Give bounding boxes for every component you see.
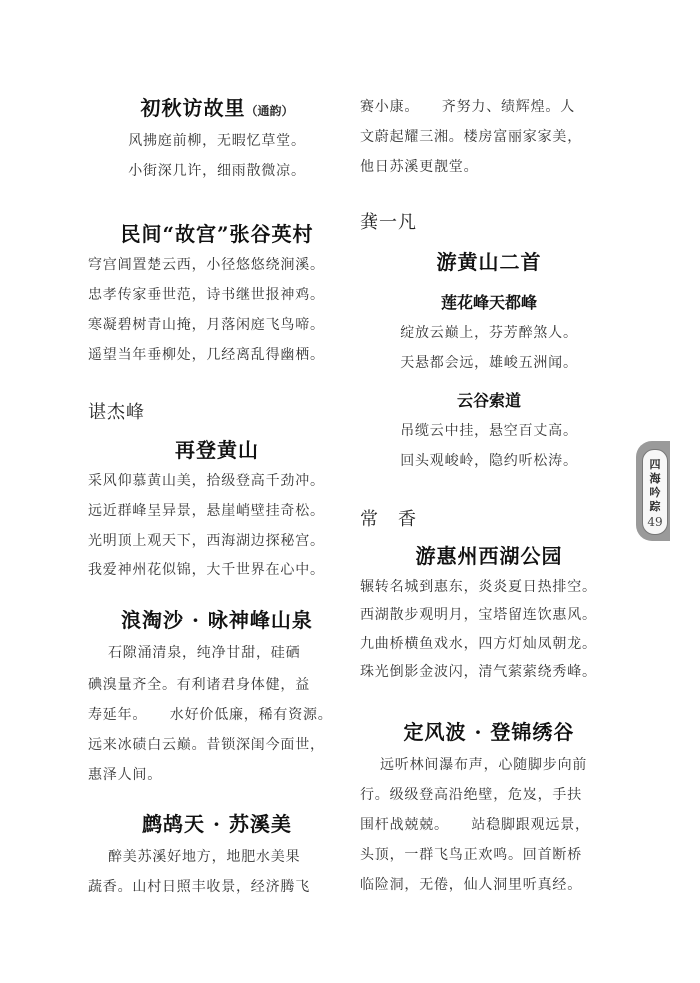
poem-line: 回头观峻岭，隐约听松涛。 (400, 453, 578, 469)
poem-line: 我爱神州花似锦，大千世界在心中。 (88, 562, 325, 578)
poem-line: 小街深几许，细雨散微凉。 (128, 163, 306, 179)
poem-line: 石隙涌清泉，纯净甘甜，硅硒 (108, 645, 301, 661)
page-number: 49 (647, 515, 663, 529)
poem-line: 远近群峰呈异景，悬崖峭壁挂奇松。 (88, 503, 325, 519)
poem-title-langtaosha: 浪淘沙 · 咏神峰山泉 (121, 608, 313, 632)
poem-line: 忠孝传家垂世范，诗书继世报神鸡。 (88, 287, 325, 303)
poem-line: 光明顶上观天下，西海湖边探秘宫。 (88, 533, 325, 549)
author-name: 龚一凡 (360, 212, 417, 233)
poem-title-chuqiu: 初秋访故里（通韵） (140, 96, 294, 120)
poem-line: 遥望当年垂柳处，几经离乱得幽栖。 (88, 347, 325, 363)
poem-line: 九曲桥横鱼戏水，四方灯灿凤朝龙。 (360, 636, 597, 652)
poem-title-dingfengbo: 定风波 · 登锦绣谷 (403, 720, 575, 744)
poem-line: 采风仰慕黄山美，拾级登高千劲冲。 (88, 473, 325, 489)
section-char: 吟 (649, 486, 661, 499)
poem-line: 西湖散步观明月，宝塔留连饮惠风。 (360, 607, 597, 623)
poem-line: 远来冰碛白云巅。昔锁深闺今面世， (88, 737, 325, 753)
section-char: 海 (649, 472, 661, 485)
section-char: 踪 (649, 500, 661, 513)
poem-line: 他日苏溪更靓堂。 (360, 159, 479, 175)
poem-title-zaideng: 再登黄山 (175, 438, 259, 462)
section-char: 四 (649, 458, 661, 471)
poem-line: 醉美苏溪好地方，地肥水美果 (108, 849, 301, 865)
poem-line: 风拂庭前柳，无暇忆草堂。 (128, 133, 306, 149)
poem-line: 头顶，一群飞鸟正欢鸣。回首断桥 (360, 847, 582, 863)
poem-subtitle: 莲花峰天都峰 (440, 293, 537, 312)
poem-title-zhanggu: 民间“故宫”张谷英村 (120, 222, 314, 246)
poem-title-huizhou: 游惠州西湖公园 (415, 544, 563, 568)
poem-line: 远听林间瀑布声，心随脚步向前 (380, 757, 588, 773)
poem-line: 惠泽人间。 (88, 767, 162, 783)
author-name: 常 香 (360, 509, 417, 530)
poem-title-zhegutian: 鹧鸪天 · 苏溪美 (142, 812, 292, 836)
poem-line: 寿延年。 水好价低廉，稀有资源。 (88, 707, 333, 723)
poem-line: 天悬都会远，雄峻五洲闻。 (400, 355, 578, 371)
poem-line: 围杆战兢兢。 站稳脚跟观远景， (360, 817, 590, 833)
poem-subtitle: 云谷索道 (456, 391, 521, 410)
poem-line: 蔬香。山村日照丰收景，经济腾飞 (88, 879, 310, 895)
author-name: 谌杰峰 (88, 402, 145, 423)
poem-line: 绽放云巅上，芬芳醉煞人。 (400, 325, 578, 341)
poem-line: 赛小康。 齐努力、绩辉煌。人 (360, 99, 575, 115)
poem-line: 寒凝碧树青山掩，月落闲庭飞鸟啼。 (88, 317, 325, 333)
poem-line: 辗转名城到惠东，炎炎夏日热排空。 (360, 579, 597, 595)
poem-line: 碘溴量齐全。有利诸君身体健，益 (88, 677, 310, 693)
poem-line: 临险洞，无倦，仙人洞里听真经。 (360, 877, 582, 893)
section-tab-label (642, 449, 668, 535)
section-tab (636, 441, 670, 541)
poem-line: 文蔚起耀三湘。楼房富丽家家美， (360, 129, 582, 145)
poem-line: 珠光倒影金波闪，清气萦萦绕秀峰。 (360, 664, 597, 680)
poem-line: 行。级级登高沿绝壁，危岌，手扶 (360, 787, 582, 803)
poem-title-huangshan: 游黄山二首 (436, 250, 542, 274)
poem-line: 吊缆云中挂，悬空百丈高。 (400, 423, 578, 439)
poem-line: 穹宫阊置楚云西，小径悠悠绕涧溪。 (88, 257, 325, 273)
